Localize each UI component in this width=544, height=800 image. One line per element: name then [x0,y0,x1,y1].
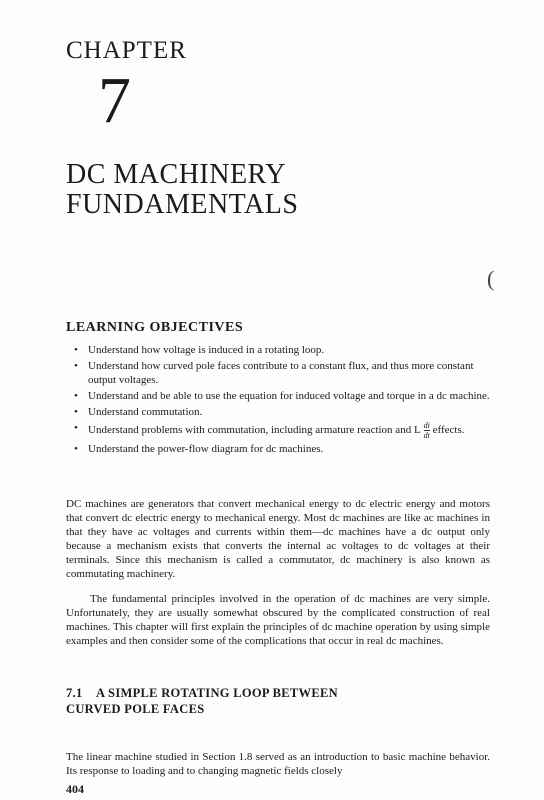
bullet-icon: • [74,406,78,418]
chapter-title-line-1: DC MACHINERY [66,159,286,190]
objective-text: Understand problems with commutation, including armature reaction and L [88,424,421,437]
chapter-number: 7 [98,64,131,137]
margin-mark: ( [487,266,495,291]
objective-text: Understand how voltage is induced in a rotating loop. [88,344,325,356]
learning-objectives-heading: LEARNING OBJECTIVES [66,320,244,335]
bullet-icon: • [74,390,78,402]
section-title-line-2: CURVED POLE FACES [66,702,205,716]
chapter-title [66,160,298,220]
objective-text: Understand the power-flow diagram for dc machines. [88,443,324,455]
objective-text: Understand how curved pole faces contribute to a constant flux, and thus more constant output voltages. [88,360,474,386]
objective-text: Understand and be able to use the equation for induced voltage and torque in a dc machine. [88,390,490,402]
fraction-denominator: dt [423,431,430,440]
fraction-numerator: di [423,421,430,430]
intro-paragraph: DC machines are generators that convert mechanical energy to dc electric energy and motors that convert dc electric energy to mechanical energy. Most dc machines are like ac machines in that they have ac voltages and currents within them—dc machines have a dc output only because a mechanism exists that converts the internal ac voltages to dc voltages at their terminals. Since this mechanism is called a commutator, dc machinery is also known as commutating machinery. [66,498,490,580]
objective-text: Understand commutation. [88,406,203,418]
list-item [72,421,492,440]
learning-objectives-list [72,343,492,458]
section-number: 7.1 [66,686,83,700]
list-item [72,359,492,387]
bullet-icon: • [74,422,78,434]
chapter-label: CHAPTER [66,37,187,64]
page-number: 404 [66,782,84,796]
principles-paragraph: The fundamental principles involved in the operation of dc machines are very simple. Unfortunately, they are usually somewhat obscured by the complicated construction of real machines. This chapter will first explain the principles of dc machine operation by using simple examples and then consider some of the complications that occur in real dc machines. [66,593,490,647]
bullet-icon: • [74,443,78,455]
list-item [72,405,492,419]
list-item [72,442,492,456]
list-item [72,343,492,357]
section-title [66,685,486,717]
bullet-icon: • [74,360,78,372]
chapter-title-line-2: FUNDAMENTALS [66,189,299,220]
section-title-line-1: A SIMPLE ROTATING LOOP BETWEEN [96,686,338,700]
section-paragraph: The linear machine studied in Section 1.8 served as an introduction to basic machine behavior. Its response to loading and to changing magnetic fields closely [66,751,490,777]
di-dt-fraction [424,421,430,440]
objective-text-suffix: effects. [432,424,465,437]
bullet-icon: • [74,344,78,356]
list-item [72,389,492,403]
